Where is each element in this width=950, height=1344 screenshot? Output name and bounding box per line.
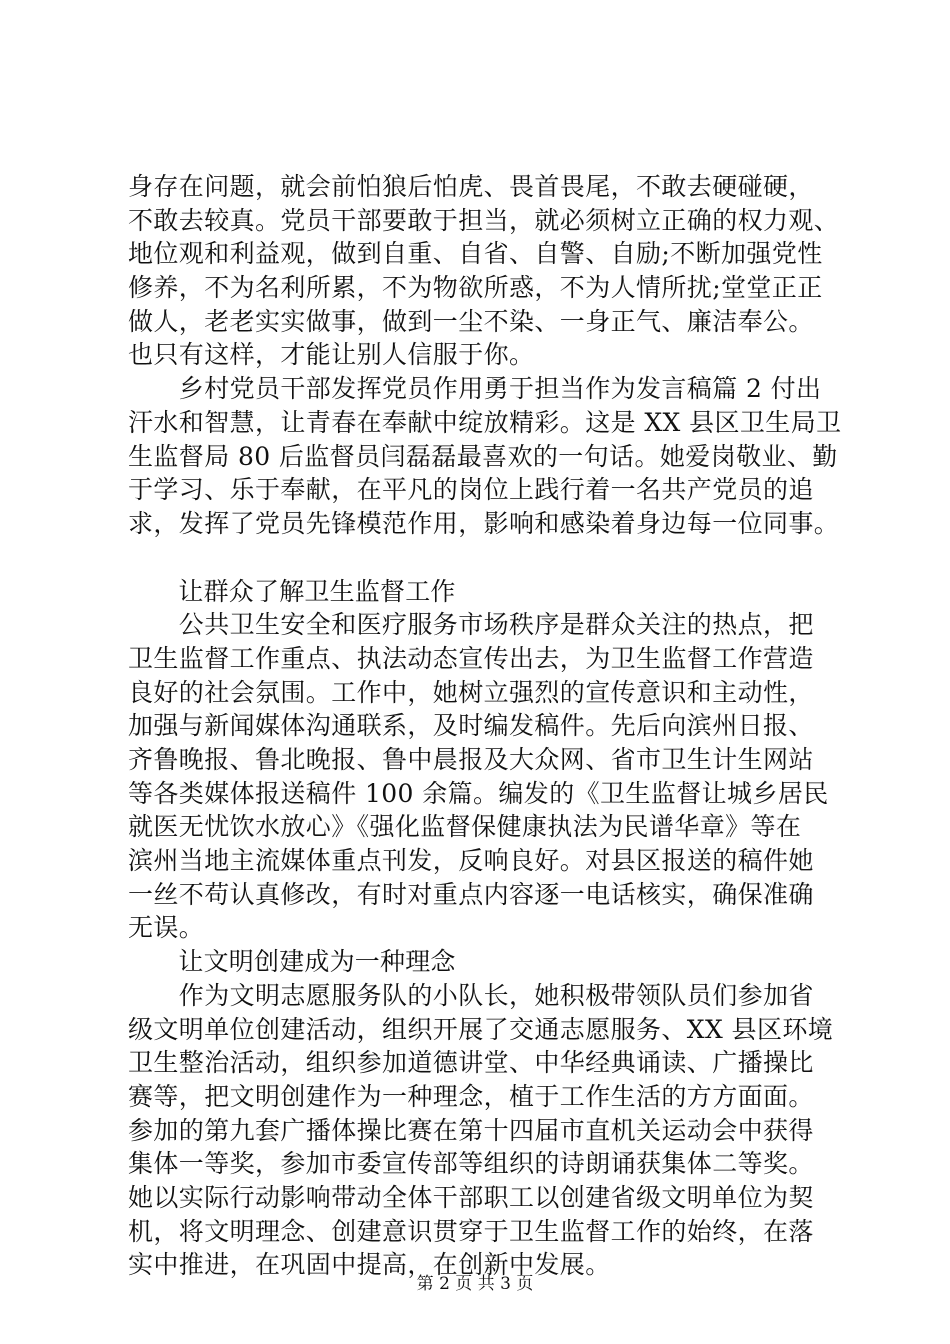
text-line: 做人，老老实实做事，做到一尘不染、一身正气、廉洁奉公。 (128, 306, 814, 336)
text-line: 卫生整治活动，组织参加道德讲堂、中华经典诵读、广播操比 (128, 1048, 814, 1078)
text-line: 加强与新闻媒体沟通联系，及时编发稿件。先后向滨州日报、 (128, 711, 814, 741)
text-line: 机，将文明理念、创建意识贯穿于卫生监督工作的始终，在落 (128, 1216, 814, 1246)
text-line: 滨州当地主流媒体重点刊发，反响良好。对县区报送的稿件她 (128, 846, 814, 876)
text-line: 无误。 (128, 913, 205, 943)
text-line: 良好的社会氛围。工作中，她树立强烈的宣传意识和主动性， (128, 677, 814, 707)
text-line: 级文明单位创建活动，组织开展了交通志愿服务、XX 县区环境 (128, 1014, 834, 1044)
text-line: 集体一等奖，参加市委宣传部等组织的诗朗诵获集体二等奖。 (128, 1149, 814, 1179)
paragraph-1 (128, 170, 848, 372)
text-line: 生监督局 80 后监督员闫磊磊最喜欢的一句话。她爱岗敬业、勤 (128, 441, 838, 471)
text-line: 齐鲁晚报、鲁北晚报、鲁中晨报及大众网、省市卫生计生网站 (128, 745, 814, 774)
text-line: 参加的第九套广播体操比赛在第十四届市直机关运动会中获得 (128, 1115, 814, 1145)
paragraph-2 (128, 372, 848, 540)
text-line: 地位观和利益观，做到自重、自省、自警、自励;不断加强党性 (128, 239, 823, 269)
text-line: 修养，不为名利所累，不为物欲所惑，不为人情所扰;堂堂正正 (128, 273, 823, 303)
text-line: 身存在问题，就会前怕狼后怕虎、畏首畏尾，不敢去硬碰硬， (128, 172, 814, 201)
text-line: 于学习、乐于奉献，在平凡的岗位上践行着一名共产党员的追 (128, 475, 814, 505)
section-heading: 让群众了解卫生监督工作 (128, 576, 456, 606)
text-line: 不敢去较真。党员干部要敢于担当，就必须树立正确的权力观、 (128, 205, 840, 235)
text-line: 就医无忧饮水放心》《强化监督保健康执法为民谱华章》等在 (128, 812, 802, 842)
text-line: 一丝不苟认真修改，有时对重点内容逐一电话核实，确保准确 (128, 879, 814, 909)
text-line: 公共卫生安全和医疗服务市场秩序是群众关注的热点，把 (128, 610, 814, 640)
text-line: 乡村党员干部发挥党员作用勇于担当作为发言稿篇 2 付出 (128, 374, 822, 404)
paragraph-3 (128, 608, 848, 945)
text-line: 实中推进，在巩固中提高，在创新中发展。 (128, 1250, 611, 1280)
text-line: 汗水和智慧，让青春在奉献中绽放精彩。这是 XX 县区卫生局卫 (128, 407, 842, 437)
section-heading: 让文明创建成为一种理念 (128, 947, 456, 977)
text-line: 也只有这样，才能让别人信服于你。 (128, 340, 535, 370)
document-body (128, 170, 848, 1282)
page-number-footer: 第 2 页 共 3 页 (416, 1274, 534, 1294)
text-line: 求，发挥了党员先锋模范作用，影响和感染着身边每一位同事。 (128, 508, 840, 538)
text-line: 卫生监督工作重点、执法动态宣传出去，为卫生监督工作营造 (128, 643, 814, 673)
text-line: 等各类媒体报送稿件 100 余篇。编发的《卫生监督让城乡居民 (128, 778, 829, 808)
text-line: 她以实际行动影响带动全体干部职工以创建省级文明单位为契 (128, 1182, 814, 1212)
text-line: 赛等，把文明创建作为一种理念，植于工作生活的方方面面。 (128, 1081, 814, 1111)
text-line: 作为文明志愿服务队的小队长，她积极带领队员们参加省 (128, 980, 814, 1010)
paragraph-4 (128, 979, 848, 1282)
paragraph-gap (128, 541, 848, 575)
